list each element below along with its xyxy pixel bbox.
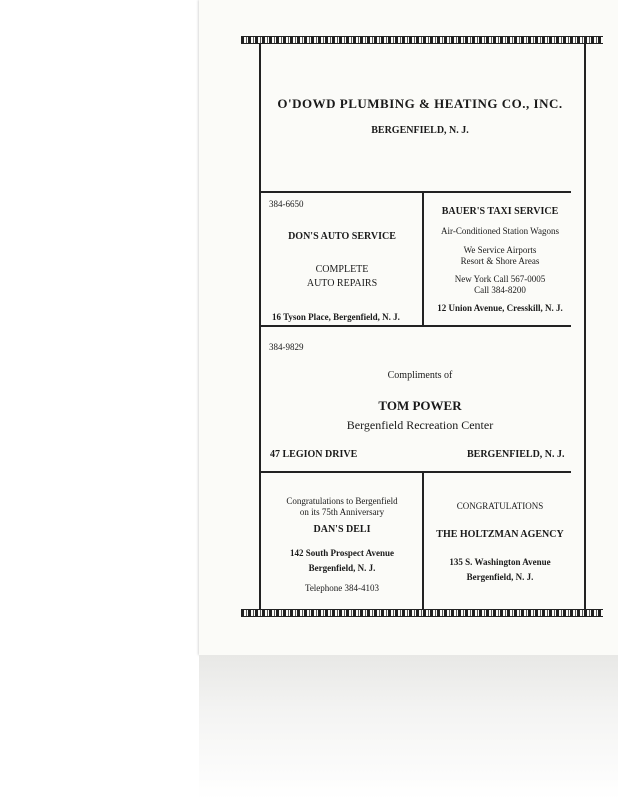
rule-after-ad4 <box>259 471 571 473</box>
holtzman-greeting: CONGRATULATIONS <box>456 501 544 511</box>
bauers-address: 12 Union Avenue, Cresskill, N. J. <box>437 303 563 313</box>
dons-name: DON'S AUTO SERVICE <box>288 231 396 242</box>
right-rule <box>584 44 586 610</box>
holtzman-address: 135 S. Washington Avenue <box>449 557 551 567</box>
power-business: Bergenfield Recreation Center <box>346 418 494 432</box>
power-phone: 384-9829 <box>269 342 304 352</box>
rule-after-ad2-ad3 <box>259 325 571 327</box>
power-location: BERGENFIELD, N. J. <box>467 449 565 460</box>
dans-name: DAN'S DELI <box>313 524 371 535</box>
dons-line1: COMPLETE <box>315 264 369 275</box>
bauers-line4: New York Call 567-0005 <box>454 274 546 284</box>
dans-line1: Congratulations to Bergenfield <box>286 496 398 506</box>
holtzman-location: Bergenfield, N. J. <box>466 572 534 582</box>
left-rule <box>259 44 261 610</box>
bauers-line3: Resort & Shore Areas <box>460 256 540 266</box>
odowd-location: BERGENFIELD, N. J. <box>371 125 469 136</box>
top-decorative-border <box>241 36 603 44</box>
dons-phone: 384-6650 <box>269 199 304 209</box>
scan-shadow <box>199 655 618 800</box>
rule-between-ad5-ad6 <box>422 472 424 610</box>
dans-location: Bergenfield, N. J. <box>308 563 376 573</box>
dons-line2: AUTO REPAIRS <box>306 278 378 289</box>
holtzman-name: THE HOLTZMAN AGENCY <box>436 529 564 540</box>
bauers-line1: Air-Conditioned Station Wagons <box>441 226 559 236</box>
rule-between-ad2-ad3 <box>422 192 424 325</box>
bauers-line5: Call 384-8200 <box>474 285 526 295</box>
power-name: TOM POWER <box>378 398 462 413</box>
bottom-decorative-border <box>241 609 603 617</box>
odowd-name: O'DOWD PLUMBING & HEATING CO., INC. <box>277 96 563 111</box>
bauers-name: BAUER'S TAXI SERVICE <box>441 206 559 217</box>
dans-line2: on its 75th Anniversary <box>299 507 385 517</box>
rule-after-ad1 <box>259 191 571 193</box>
bauers-line2: We Service Airports <box>463 245 537 255</box>
dons-address: 16 Tyson Place, Bergenfield, N. J. <box>272 312 400 322</box>
dans-address: 142 South Prospect Avenue <box>290 548 394 558</box>
dans-phone: Telephone 384-4103 <box>304 583 380 593</box>
power-address: 47 LEGION DRIVE <box>270 449 358 460</box>
power-compliments: Compliments of <box>387 370 453 381</box>
